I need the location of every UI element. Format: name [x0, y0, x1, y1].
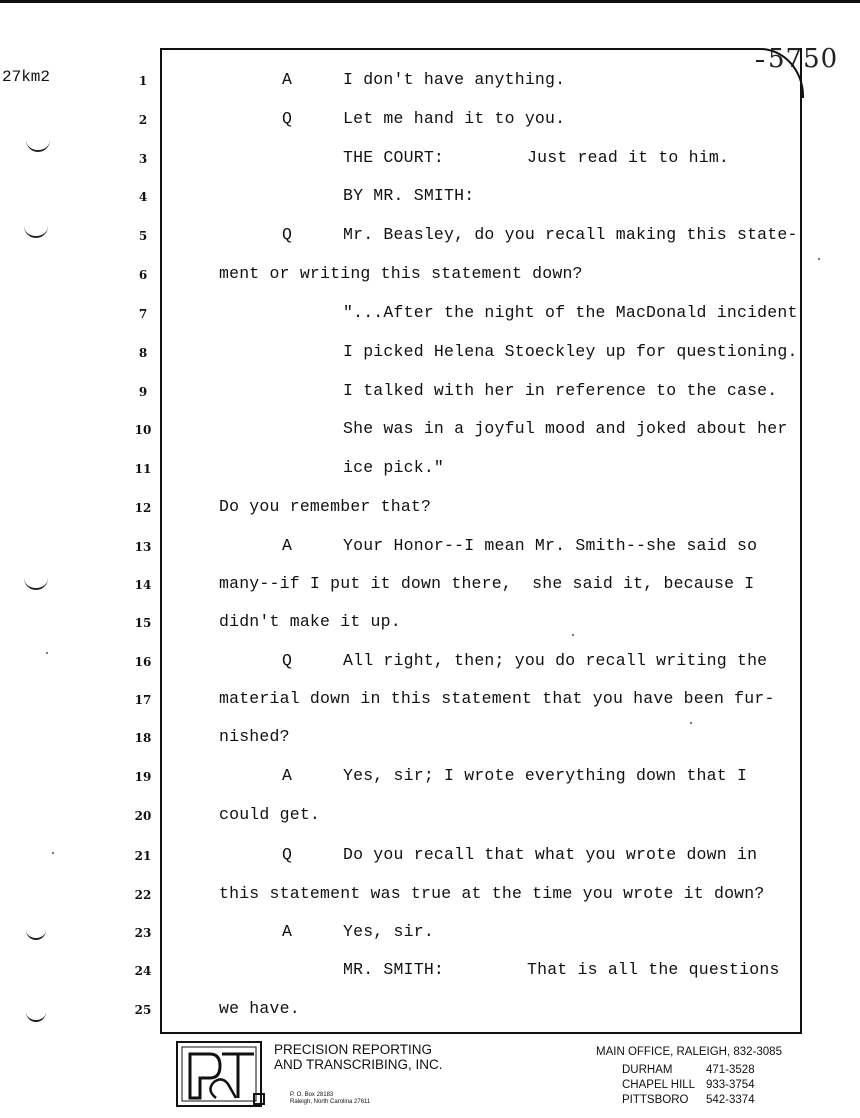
line-number: 13: [134, 540, 152, 554]
transcript-line: this statement was true at the time you wrote it down?: [219, 884, 765, 903]
firm-logo: [176, 1040, 266, 1110]
speaker-label: Q: [282, 845, 293, 864]
speaker-label: Q: [282, 651, 293, 670]
line-number: 20: [134, 809, 152, 823]
binding-mark: [24, 578, 48, 590]
transcript-line: we have.: [219, 999, 300, 1018]
office-phone: 471-3528: [706, 1064, 755, 1076]
speaker-label: A: [282, 766, 293, 785]
binding-mark: [24, 226, 48, 238]
line-number: 22: [134, 888, 152, 902]
transcript-line: BY MR. SMITH:: [343, 186, 475, 205]
line-number: 23: [134, 926, 152, 940]
speck: [690, 722, 692, 724]
transcript-line: Yes, sir; I wrote everything down that I: [343, 766, 748, 785]
speaker-label: THE COURT:: [343, 148, 445, 167]
line-number: 12: [134, 501, 152, 515]
speck: [572, 634, 574, 636]
transcript-line: Your Honor--I mean Mr. Smith--she said so: [343, 536, 758, 555]
po-box: P. O. Box 28183: [290, 1092, 334, 1098]
transcript-line: All right, then; you do recall writing the: [343, 651, 768, 670]
line-number: 21: [134, 849, 152, 863]
line-number: 25: [134, 1003, 152, 1017]
binding-mark: [26, 140, 50, 152]
firm-name: [274, 1042, 443, 1072]
line-number: 11: [134, 462, 152, 476]
line-number: 2: [138, 113, 148, 127]
firm-line-1: PRECISION REPORTING: [274, 1042, 433, 1057]
transcript-line: many--if I put it down there, she said it, because I: [219, 574, 755, 593]
speaker-label: A: [282, 70, 293, 89]
transcript-line: ment or writing this statement down?: [219, 264, 583, 283]
transcript-line: "...After the night of the MacDonald incident: [343, 303, 798, 322]
transcript-line: I talked with her in reference to the case.: [343, 381, 778, 400]
binding-mark: [26, 928, 46, 940]
transcript-line: That is all the questions: [527, 960, 780, 979]
office-phone: 933-3754: [706, 1079, 755, 1091]
office-city: DURHAM: [622, 1064, 673, 1076]
firm-address: [290, 1092, 370, 1106]
line-number: 15: [134, 616, 152, 630]
office-phone: 542-3374: [706, 1094, 755, 1106]
line-number: 9: [138, 385, 148, 399]
line-number: 3: [138, 152, 148, 166]
top-rule: [0, 0, 860, 3]
line-number: 19: [134, 770, 152, 784]
line-number: 4: [138, 190, 148, 204]
transcript-line: could get.: [219, 805, 321, 824]
side-code: 27km2: [2, 68, 51, 86]
speaker-label: MR. SMITH:: [343, 960, 445, 979]
binding-mark: [26, 1010, 46, 1022]
speaker-label: Q: [282, 225, 293, 244]
line-number: 10: [134, 423, 152, 437]
line-number: 14: [134, 578, 152, 592]
line-number: 24: [134, 964, 152, 978]
transcript-line: Do you recall that what you wrote down in: [343, 845, 758, 864]
line-number: 7: [138, 307, 148, 321]
transcript-line: Mr. Beasley, do you recall making this state-: [343, 225, 798, 244]
firm-line-2: AND TRANSCRIBING, INC.: [274, 1057, 443, 1072]
transcript-line: ice pick.": [343, 458, 445, 477]
transcript-line: Yes, sir.: [343, 922, 434, 941]
line-number: 6: [138, 268, 148, 282]
speck: [818, 258, 820, 260]
line-number: 17: [134, 693, 152, 707]
speaker-label: A: [282, 922, 293, 941]
line-number: 16: [134, 655, 152, 669]
transcript-line: didn't make it up.: [219, 612, 401, 631]
city: Raleigh, North Carolina 27611: [290, 1099, 371, 1105]
transcript-line: I picked Helena Stoeckley up for questioning.: [343, 342, 798, 361]
speaker-label: A: [282, 536, 293, 555]
transcript-line: Let me hand it to you.: [343, 109, 566, 128]
line-number: 8: [138, 346, 148, 360]
transcript-line: I don't have anything.: [343, 70, 566, 89]
office-city: CHAPEL HILL: [622, 1079, 696, 1091]
page-number: 5750: [768, 44, 839, 74]
transcript-line: Just read it to him.: [527, 148, 730, 167]
transcript-line: nished?: [219, 727, 290, 746]
main-office: MAIN OFFICE, RALEIGH, 832-3085: [596, 1046, 782, 1058]
speck: [52, 852, 54, 854]
frame-top-rule: [160, 48, 760, 50]
speaker-label: Q: [282, 109, 293, 128]
line-number: 1: [138, 74, 148, 88]
transcript-line: She was in a joyful mood and joked about her: [343, 419, 788, 438]
line-number: 5: [138, 229, 148, 243]
office-city: PITTSBORO: [622, 1094, 689, 1106]
speck: [46, 652, 48, 654]
transcript-line: material down in this statement that you have been fur-: [219, 689, 775, 708]
line-number: 18: [134, 731, 152, 745]
transcript-line: Do you remember that?: [219, 497, 432, 516]
